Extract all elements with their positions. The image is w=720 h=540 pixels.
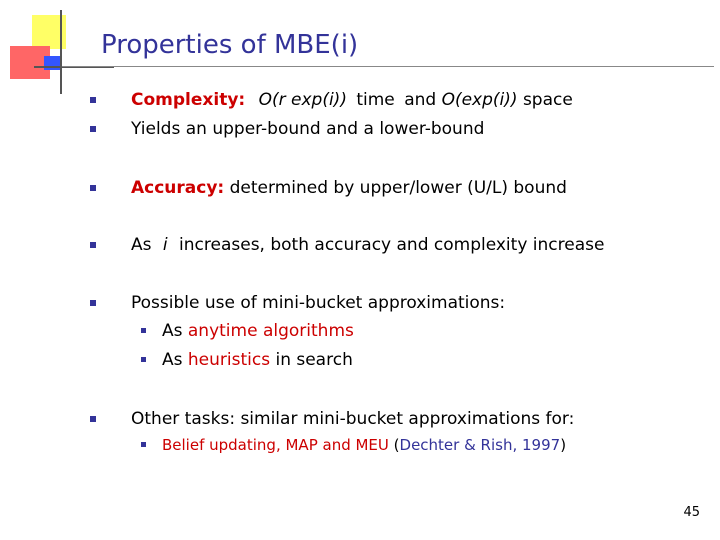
complexity-time-expr: O(r exp(i)) bbox=[258, 90, 347, 110]
bullet-bounds: Yields an upper-bound and a lower-bound bbox=[131, 119, 485, 139]
sub-bullet-paren-close: ) bbox=[560, 436, 567, 454]
sub-bullet-highlight: anytime algorithms bbox=[187, 321, 354, 341]
bullet-square-icon bbox=[90, 242, 96, 248]
sub-bullet-highlight: Belief updating, MAP and MEU bbox=[162, 436, 389, 454]
sub-bullet-square-icon bbox=[141, 328, 146, 333]
slide-title: Properties of MBE(i) bbox=[101, 30, 359, 60]
page-number: 45 bbox=[683, 505, 700, 520]
sub-bullet-post: in search bbox=[270, 350, 353, 370]
accuracy-label: Accuracy: bbox=[131, 178, 225, 198]
title-underline bbox=[62, 66, 714, 67]
sub-bullet-highlight: heuristics bbox=[187, 350, 271, 370]
complexity-space-word: space bbox=[522, 90, 573, 110]
complexity-label: Complexity: bbox=[131, 90, 246, 110]
sub-bullet-pre: As bbox=[162, 350, 188, 370]
increase-var: i bbox=[162, 235, 168, 255]
complexity-and-word: and bbox=[404, 90, 437, 110]
sub-bullet-heuristics bbox=[162, 349, 353, 371]
sub-bullet-paren-open: ( bbox=[388, 436, 400, 454]
bullet-square-icon bbox=[90, 416, 96, 422]
bullet-square-icon bbox=[90, 185, 96, 191]
bullet-other-tasks: Other tasks: similar mini-bucket approximations for: bbox=[131, 409, 575, 429]
complexity-time-word: time bbox=[356, 90, 395, 110]
bullet-accuracy bbox=[131, 177, 567, 199]
complexity-space-expr: O(exp(i)) bbox=[441, 90, 518, 110]
bullet-square-icon bbox=[90, 97, 96, 103]
sub-bullet-belief-updating bbox=[162, 434, 566, 456]
sub-bullet-square-icon bbox=[141, 357, 146, 362]
sub-bullet-square-icon bbox=[141, 442, 146, 447]
bullet-increase bbox=[131, 234, 604, 256]
sub-bullet-reference: Dechter & Rish, 1997 bbox=[399, 436, 561, 454]
bullet-square-icon bbox=[90, 300, 96, 306]
bullet-square-icon bbox=[90, 126, 96, 132]
accuracy-text: determined by upper/lower (U/L) bound bbox=[229, 178, 567, 198]
decorative-vertical-line bbox=[60, 10, 62, 94]
increase-pre: As bbox=[131, 235, 152, 255]
bullet-possible-use: Possible use of mini-bucket approximations: bbox=[131, 293, 506, 313]
sub-bullet-anytime bbox=[162, 320, 354, 342]
bullet-complexity bbox=[131, 89, 573, 111]
increase-post: increases, both accuracy and complexity increase bbox=[179, 235, 605, 255]
sub-bullet-pre: As bbox=[162, 321, 188, 341]
